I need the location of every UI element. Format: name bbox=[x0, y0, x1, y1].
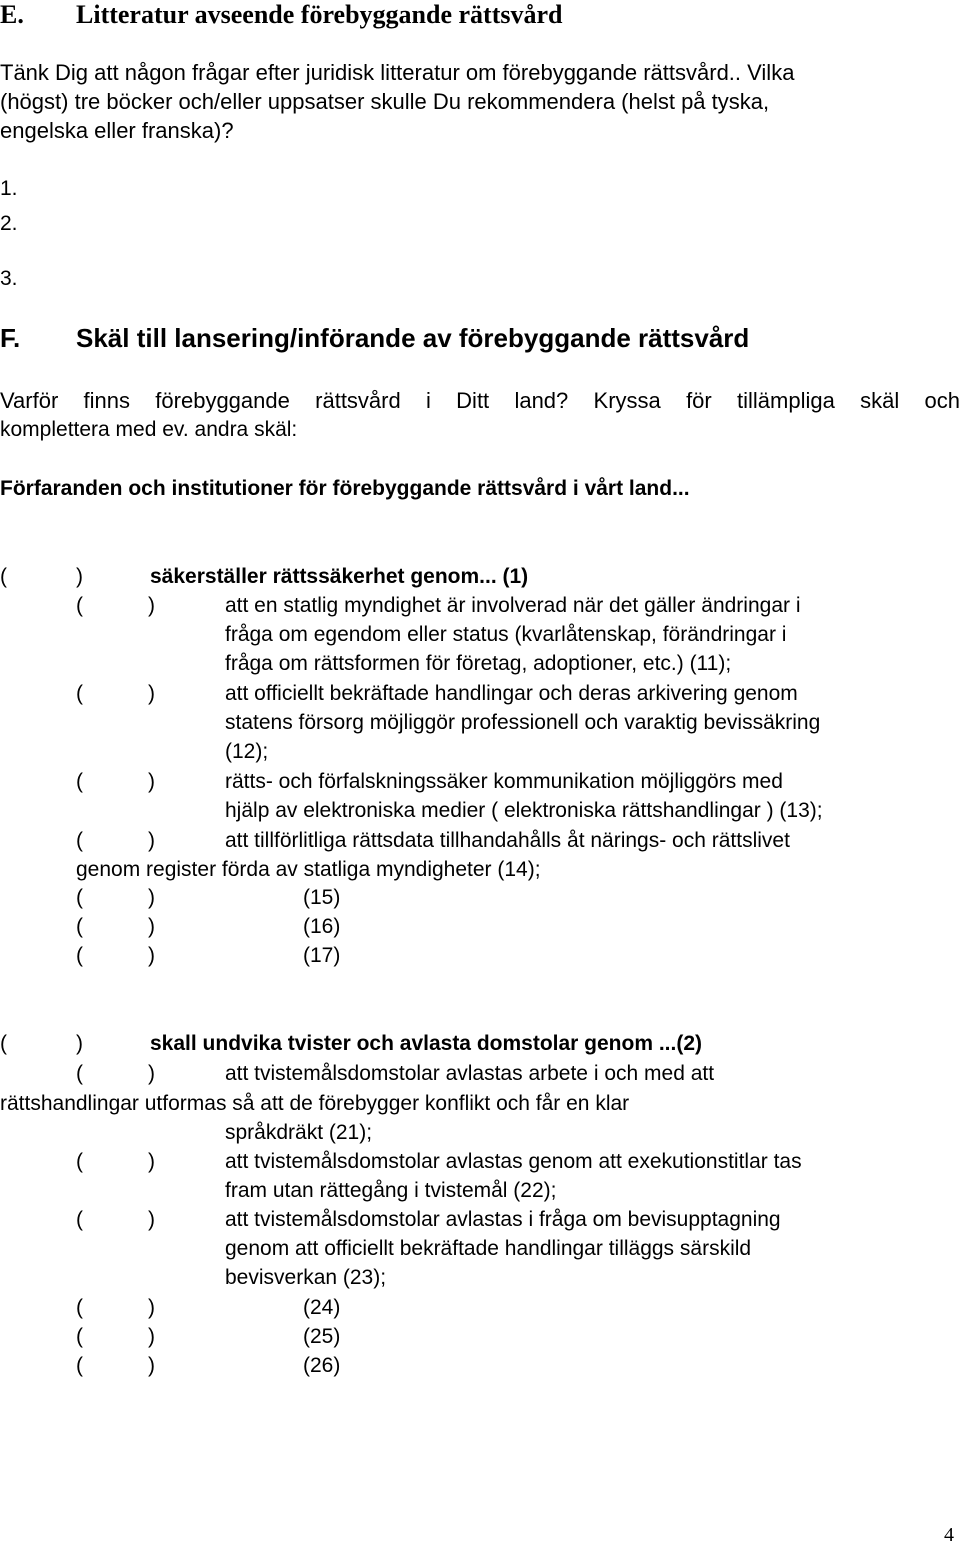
checkbox-item-11[interactable]: ( bbox=[76, 594, 83, 617]
item-21-line-3: språkdräkt (21); bbox=[225, 1121, 373, 1144]
item-11-line-3: fråga om rättsformen för företag, adoptioner, etc.) (11); bbox=[225, 652, 732, 675]
checkbox-item-26-close: ) bbox=[148, 1354, 155, 1377]
item-21-line-1: att tvistemålsdomstolar avlastas arbete i och med att bbox=[225, 1062, 715, 1085]
checkbox-item-15-close: ) bbox=[148, 886, 155, 909]
item-15-label: (15) bbox=[303, 886, 341, 909]
checkbox-item-23[interactable]: ( bbox=[76, 1208, 83, 1231]
checkbox-item-17-close: ) bbox=[148, 944, 155, 967]
page-number: 4 bbox=[944, 1524, 954, 1546]
checkbox-item-22[interactable]: ( bbox=[76, 1150, 83, 1173]
checkbox-item-26[interactable]: ( bbox=[76, 1354, 83, 1377]
item-14-line-2: genom register förda av statliga myndigheter (14); bbox=[76, 858, 541, 881]
checkbox-item-15[interactable]: ( bbox=[76, 886, 83, 909]
checkbox-group-1-close: ) bbox=[76, 565, 83, 588]
item-21-line-2: rättshandlingar utformas så att de förebygger konflikt och får en klar bbox=[0, 1092, 630, 1115]
item-11-line-1: att en statlig myndighet är involverad när det gäller ändringar i bbox=[225, 594, 801, 617]
answer-1-label: 1. bbox=[0, 177, 18, 200]
checkbox-item-14[interactable]: ( bbox=[76, 829, 83, 852]
item-22-line-2: fram utan rättegång i tvistemål (22); bbox=[225, 1179, 557, 1202]
checkbox-item-16-close: ) bbox=[148, 915, 155, 938]
checkbox-item-11-close: ) bbox=[148, 594, 155, 617]
checkbox-group-2[interactable]: ( bbox=[0, 1032, 7, 1055]
checkbox-item-13-close: ) bbox=[148, 770, 155, 793]
checkbox-item-17[interactable]: ( bbox=[76, 944, 83, 967]
checkbox-group-2-close: ) bbox=[76, 1032, 83, 1055]
checkbox-item-24[interactable]: ( bbox=[76, 1296, 83, 1319]
item-12-line-2: statens försorg möjliggör professionell och varaktig bevissäkring bbox=[225, 711, 821, 734]
section-f-subheading: Förfaranden och institutioner för förebyggande rättsvård i vårt land... bbox=[0, 477, 690, 500]
item-25-label: (25) bbox=[303, 1325, 341, 1348]
checkbox-item-25[interactable]: ( bbox=[76, 1325, 83, 1348]
checkbox-item-25-close: ) bbox=[148, 1325, 155, 1348]
item-17-label: (17) bbox=[303, 944, 341, 967]
section-e-letter: E. bbox=[0, 0, 24, 29]
checkbox-item-13[interactable]: ( bbox=[76, 770, 83, 793]
checkbox-item-24-close: ) bbox=[148, 1296, 155, 1319]
section-e-intro-line-2: (högst) tre böcker och/eller uppsatser skulle Du rekommendera (helst på tyska, bbox=[0, 89, 770, 114]
checkbox-item-12-close: ) bbox=[148, 682, 155, 705]
checkbox-item-23-close: ) bbox=[148, 1208, 155, 1231]
checkbox-item-21[interactable]: ( bbox=[76, 1062, 83, 1085]
section-e-intro-line-3: engelska eller franska)? bbox=[0, 118, 234, 143]
answer-2-label: 2. bbox=[0, 212, 18, 235]
item-12-line-1: att officiellt bekräftade handlingar och deras arkivering genom bbox=[225, 682, 798, 705]
checkbox-item-22-close: ) bbox=[148, 1150, 155, 1173]
item-13-line-1: rätts- och förfalskningssäker kommunikation möjliggörs med bbox=[225, 770, 783, 793]
section-f-intro-line-1: Varför finns förebyggande rättsvård i Ditt land? Kryssa för tillämpliga skäl och bbox=[0, 388, 960, 413]
checkbox-group-1[interactable]: ( bbox=[0, 565, 7, 588]
checkbox-item-14-close: ) bbox=[148, 829, 155, 852]
item-12-line-3: (12); bbox=[225, 740, 269, 763]
item-22-line-1: att tvistemålsdomstolar avlastas genom att exekutionstitlar tas bbox=[225, 1150, 802, 1173]
section-e-intro-line-1: Tänk Dig att någon frågar efter juridisk litteratur om förebyggande rättsvård.. Vilka bbox=[0, 60, 795, 85]
checkbox-item-16[interactable]: ( bbox=[76, 915, 83, 938]
checkbox-item-21-close: ) bbox=[148, 1062, 155, 1085]
item-11-line-2: fråga om egendom eller status (kvarlåtenskap, förändringar i bbox=[225, 623, 787, 646]
item-23-line-1: att tvistemålsdomstolar avlastas i fråga om bevisupptagning bbox=[225, 1208, 781, 1231]
section-f-intro-line-2: komplettera med ev. andra skäl: bbox=[0, 418, 298, 441]
section-f-title: Skäl till lansering/införande av förebyggande rättsvård bbox=[76, 323, 750, 353]
answer-3-label: 3. bbox=[0, 267, 18, 290]
item-13-line-2: hjälp av elektroniska medier ( elektroniska rättshandlingar ) (13); bbox=[225, 799, 823, 822]
item-23-line-3: bevisverkan (23); bbox=[225, 1266, 387, 1289]
section-e-title: Litteratur avseende förebyggande rättsvård bbox=[76, 0, 563, 29]
item-14-line-1: att tillförlitliga rättsdata tillhandahålls åt närings- och rättslivet bbox=[225, 829, 790, 852]
section-f-letter: F. bbox=[0, 323, 21, 353]
group-2-heading: skall undvika tvister och avlasta domstolar genom ...(2) bbox=[150, 1032, 703, 1055]
item-26-label: (26) bbox=[303, 1354, 341, 1377]
item-16-label: (16) bbox=[303, 915, 341, 938]
checkbox-item-12[interactable]: ( bbox=[76, 682, 83, 705]
item-24-label: (24) bbox=[303, 1296, 341, 1319]
group-1-heading: säkerställer rättssäkerhet genom... (1) bbox=[150, 565, 529, 588]
item-23-line-2: genom att officiellt bekräftade handlingar tilläggs särskild bbox=[225, 1237, 752, 1260]
